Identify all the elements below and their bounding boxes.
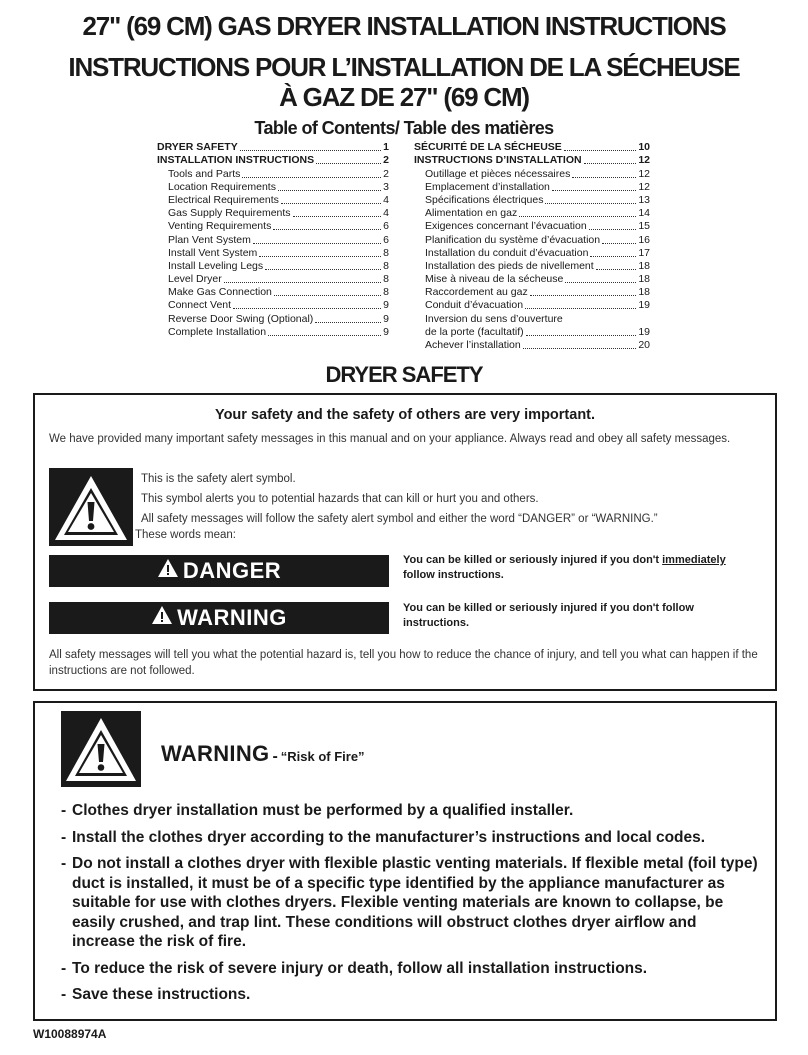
danger-text-after: follow instructions. <box>403 569 504 581</box>
toc-entry-label: Electrical Requirements <box>168 193 279 206</box>
toc-entry <box>414 247 650 260</box>
safety-intro: We have provided many important safety messages in this manual and on your appliance. Always read and obey all safety messages. <box>49 433 731 445</box>
safety-lead: Your safety and the safety of others are very important. <box>214 407 596 423</box>
toc-entry <box>414 299 650 312</box>
toc-entry <box>414 181 650 194</box>
toc-entry-label: Planification du système d’évacuation <box>425 233 601 246</box>
toc-entry-label: Emplacement d’installation <box>425 180 550 193</box>
toc-leader-dots <box>564 150 637 151</box>
toc-entry-label: Installation du conduit d’évacuation <box>425 246 589 259</box>
toc-leader-dots <box>316 163 381 164</box>
document-code: W10088974A <box>33 1027 107 1041</box>
danger-text-before: You can be killed or seriously injured if you don't <box>403 554 663 566</box>
toc-entry-page: 6 <box>383 233 389 246</box>
toc-entry <box>157 286 389 299</box>
toc-entry <box>414 312 650 325</box>
toc-entry <box>414 167 650 180</box>
toc-entry <box>157 260 389 273</box>
toc-leader-dots <box>545 203 636 204</box>
toc-entry <box>414 326 650 339</box>
toc-leader-dots <box>224 282 381 283</box>
toc-entry <box>157 141 389 154</box>
fire-warning-word: WARNING <box>161 741 270 766</box>
toc-entry-label: INSTRUCTIONS D’INSTALLATION <box>414 154 582 167</box>
toc-entry-page: 15 <box>638 220 650 233</box>
toc-leader-dots <box>253 243 381 244</box>
toc-column-english <box>157 141 389 339</box>
toc-entry-page: 13 <box>638 193 650 206</box>
danger-label: DANGER <box>182 558 282 583</box>
symbol-line-4: These words mean: <box>135 529 236 541</box>
toc-entry <box>414 220 650 233</box>
toc-entry <box>157 154 389 167</box>
toc-entry-label: Venting Requirements <box>168 220 272 233</box>
toc-leader-dots <box>233 308 381 309</box>
toc-entry-label: Raccordement au gaz <box>425 286 528 299</box>
toc-entry-label: Spécifications électriques <box>425 193 544 206</box>
toc-entry <box>414 339 650 352</box>
toc-entry-label: Tools and Parts <box>168 167 241 180</box>
toc-leader-dots <box>590 256 636 257</box>
toc-entry-page: 10 <box>638 141 650 154</box>
toc-entry-page: 12 <box>638 167 650 180</box>
toc-leader-dots <box>552 190 636 191</box>
toc-entry <box>157 233 389 246</box>
toc-entry-page: 8 <box>383 246 389 259</box>
toc-entry <box>157 326 389 339</box>
toc-entry <box>157 207 389 220</box>
toc-entry-page: 19 <box>638 325 650 338</box>
toc-leader-dots <box>523 348 637 349</box>
toc-leader-dots <box>572 177 636 178</box>
toc-entry-page: 20 <box>638 339 650 351</box>
toc-leader-dots <box>265 269 381 270</box>
toc-entry <box>157 167 389 180</box>
toc-leader-dots <box>273 229 381 230</box>
toc-entry-page: 14 <box>638 207 650 220</box>
toc-leader-dots <box>602 243 636 244</box>
toc-entry-label: de la porte (facultatif) <box>425 325 524 338</box>
toc-entry-label: SÉCURITÉ DE LA SÉCHEUSE <box>414 141 562 154</box>
toc-entry-label: Complete Installation <box>168 325 267 338</box>
fire-warning-subtitle: “Risk of Fire” <box>280 749 365 764</box>
list-item: - Install the clothes dryer according to the manufacturer’s instructions and local codes. <box>61 828 761 848</box>
toc-leader-dots <box>293 216 382 217</box>
symbol-line-3: All safety messages will follow the safety alert symbol and either the word “DANGER” or “WARNING.” <box>141 513 658 525</box>
toc-entry-label: Installation des pieds de nivellement <box>425 259 594 272</box>
toc-leader-dots <box>240 150 381 151</box>
toc-leader-dots <box>278 190 381 191</box>
toc-leader-dots <box>526 335 637 336</box>
list-item: - Save these instructions. <box>61 985 761 1005</box>
toc-entry <box>414 260 650 273</box>
toc-entry <box>414 233 650 246</box>
toc-entry <box>157 247 389 260</box>
title-line-2: INSTRUCTIONS POUR L’INSTALLATION DE LA SÉCHEUSE <box>68 52 740 82</box>
safety-box <box>33 393 777 691</box>
danger-alert-icon <box>157 558 179 584</box>
toc-heading: Table of Contents/ Table des matières <box>254 118 554 138</box>
toc-leader-dots <box>274 295 381 296</box>
title-line-1: 27" (69 CM) GAS DRYER INSTALLATION INSTRUCTIONS <box>82 11 726 41</box>
fire-warning-list <box>61 801 761 1012</box>
toc-entry-label: Plan Vent System <box>168 233 251 246</box>
toc-entry <box>157 181 389 194</box>
safety-alert-icon <box>49 468 133 546</box>
toc-entry-label: Connect Vent <box>168 299 232 312</box>
toc-entry-page: 16 <box>638 233 650 246</box>
toc-entry-label: Inversion du sens d’ouverture <box>425 312 563 325</box>
toc-entry-page: 9 <box>383 325 389 338</box>
list-item: - Clothes dryer installation must be performed by a qualified installer. <box>61 801 761 821</box>
toc-entry-page: 6 <box>383 220 389 233</box>
toc-entry <box>414 207 650 220</box>
toc-entry-label: INSTALLATION INSTRUCTIONS <box>157 154 315 167</box>
fire-warning-separator: - <box>272 748 278 765</box>
toc-entry-page: 8 <box>383 286 389 299</box>
toc-entry <box>157 312 389 325</box>
toc-entry-label: Exigences concernant l’évacuation <box>425 220 587 233</box>
toc-leader-dots <box>530 295 637 296</box>
toc-entry-page: 8 <box>383 273 389 286</box>
danger-text-emphasis: immediately <box>662 554 726 566</box>
toc-leader-dots <box>259 256 381 257</box>
toc-entry-label: Gas Supply Requirements <box>168 207 291 220</box>
toc-entry-label: DRYER SAFETY <box>157 141 238 154</box>
toc-entry-page: 1 <box>383 141 389 154</box>
warning-label: WARNING <box>177 605 287 630</box>
toc-entry <box>414 286 650 299</box>
section-heading-dryer-safety: DRYER SAFETY <box>325 362 483 387</box>
warning-description: You can be killed or seriously injured if you don't follow instructions. <box>403 602 694 629</box>
toc-entry-label: Achever l’installation <box>425 339 521 351</box>
toc-entry-page: 3 <box>383 180 389 193</box>
toc-entry-page: 18 <box>638 273 650 286</box>
toc-entry-label: Install Leveling Legs <box>168 259 264 272</box>
toc-entry-page: 9 <box>383 299 389 312</box>
toc-entry <box>414 154 650 167</box>
toc-leader-dots <box>565 282 636 283</box>
toc-entry-page: 4 <box>383 193 389 206</box>
warning-alert-icon <box>151 605 173 631</box>
toc-entry-page: 18 <box>638 286 650 299</box>
danger-badge <box>49 555 389 587</box>
toc-entry-label: Install Vent System <box>168 246 258 259</box>
toc-entry-page: 9 <box>383 312 389 325</box>
danger-description <box>403 553 773 583</box>
title-line-3: À GAZ DE 27" (69 CM) <box>279 82 529 112</box>
fire-warning-heading <box>161 741 365 767</box>
toc-entry-label: Make Gas Connection <box>168 286 272 299</box>
toc-leader-dots <box>589 229 637 230</box>
list-item: - To reduce the risk of severe injury or death, follow all installation instructions. <box>61 959 761 979</box>
toc-entry-page: 19 <box>638 299 650 312</box>
toc-leader-dots <box>596 269 637 270</box>
toc-entry-label: Location Requirements <box>168 180 276 193</box>
symbol-line-2: This symbol alerts you to potential hazards that can kill or hurt you and others. <box>141 493 539 505</box>
toc-entry-page: 12 <box>638 154 650 167</box>
toc-leader-dots <box>315 322 381 323</box>
symbol-line-1: This is the safety alert symbol. <box>141 473 296 485</box>
toc-entry <box>157 299 389 312</box>
toc-entry <box>414 273 650 286</box>
toc-entry-label: Mise à niveau de la sécheuse <box>425 273 564 286</box>
warning-badge <box>49 602 389 634</box>
toc-entry <box>414 141 650 154</box>
toc-entry-page: 17 <box>638 246 650 259</box>
toc-entry-page: 4 <box>383 207 389 220</box>
fire-warning-alert-icon <box>61 711 141 787</box>
list-item: - Do not install a clothes dryer with flexible plastic venting materials. If flexible metal (foil type) duct is installed, it must be of a specific type identified by the appliance manufacturer as suitable for use with clothes dryers. Flexible venting materials are known to collapse, be easily crushed, and trap lint. These conditions will obstruct clothes dryer airflow and increase the risk of fire. <box>61 854 761 952</box>
toc-entry <box>157 194 389 207</box>
toc-entry-label: Outillage et pièces nécessaires <box>425 167 571 180</box>
toc-leader-dots <box>519 216 636 217</box>
toc-leader-dots <box>242 177 381 178</box>
toc-leader-dots <box>584 163 637 164</box>
toc-entry-page: 2 <box>383 167 389 180</box>
toc-leader-dots <box>525 308 636 309</box>
toc-column-french <box>414 141 650 352</box>
toc-entry <box>157 273 389 286</box>
toc-entry-label: Alimentation en gaz <box>425 207 518 220</box>
toc-leader-dots <box>281 203 381 204</box>
toc-entry-page: 2 <box>383 154 389 167</box>
toc-entry <box>414 194 650 207</box>
toc-entry-page: 18 <box>638 259 650 272</box>
toc-entry-label: Level Dryer <box>168 273 222 286</box>
toc-leader-dots <box>268 335 381 336</box>
safety-outro: All safety messages will tell you what the potential hazard is, tell you how to reduce the chance of injury, and tell you what can happen if the instructions are not followed. <box>49 649 758 677</box>
fire-warning-box <box>33 701 777 1021</box>
toc-entry-label: Conduit d’évacuation <box>425 299 524 312</box>
toc-entry-label: Reverse Door Swing (Optional) <box>168 312 314 325</box>
toc-entry <box>157 220 389 233</box>
toc-entry-page: 12 <box>638 180 650 193</box>
toc-entry-page: 8 <box>383 259 389 272</box>
